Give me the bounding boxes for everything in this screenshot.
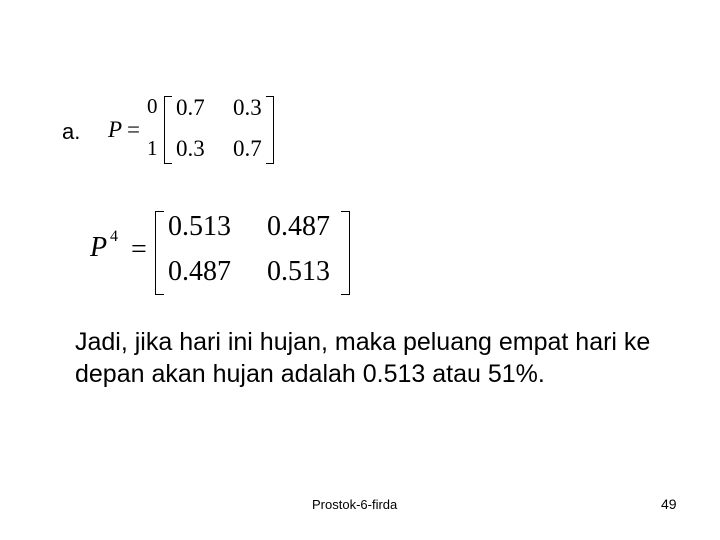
- footer-label: Prostok-6-firda: [312, 497, 398, 512]
- matrix-p-row-label-0: 0: [147, 94, 158, 118]
- matrix-p4-symbol: P: [90, 232, 108, 263]
- matrix-p4-right-bracket: [341, 211, 350, 295]
- matrix-p-cell-0-0: 0.7: [176, 95, 205, 120]
- matrix-p-cell-0-1: 0.3: [233, 95, 262, 120]
- matrix-p-left-bracket: [164, 96, 172, 164]
- matrix-p4-exponent: 4: [110, 228, 118, 245]
- matrix-p-symbol: P: [108, 117, 123, 142]
- matrix-p-equals: =: [127, 117, 140, 142]
- matrix-p4-cell-0-1: 0.487: [267, 211, 330, 242]
- conclusion-text: Jadi, jika hari ini hujan, maka peluang empat hari ke depan akan hujan adalah 0.513 atau 51%.: [75, 328, 651, 388]
- matrix-p-cell-1-1: 0.7: [233, 136, 262, 161]
- matrix-p4-equals: =: [131, 234, 147, 265]
- part-label: a.: [62, 119, 81, 144]
- matrix-p4-cell-1-1: 0.513: [267, 256, 330, 287]
- matrix-p-right-bracket: [266, 96, 274, 164]
- page-number: 49: [661, 496, 677, 512]
- matrix-p4-left-bracket: [155, 211, 164, 295]
- matrix-p4-cell-1-0: 0.487: [168, 256, 231, 287]
- matrix-p-row-label-1: 1: [147, 136, 158, 160]
- matrix-p4-cell-0-0: 0.513: [168, 211, 231, 242]
- matrix-p-cell-1-0: 0.3: [176, 136, 205, 161]
